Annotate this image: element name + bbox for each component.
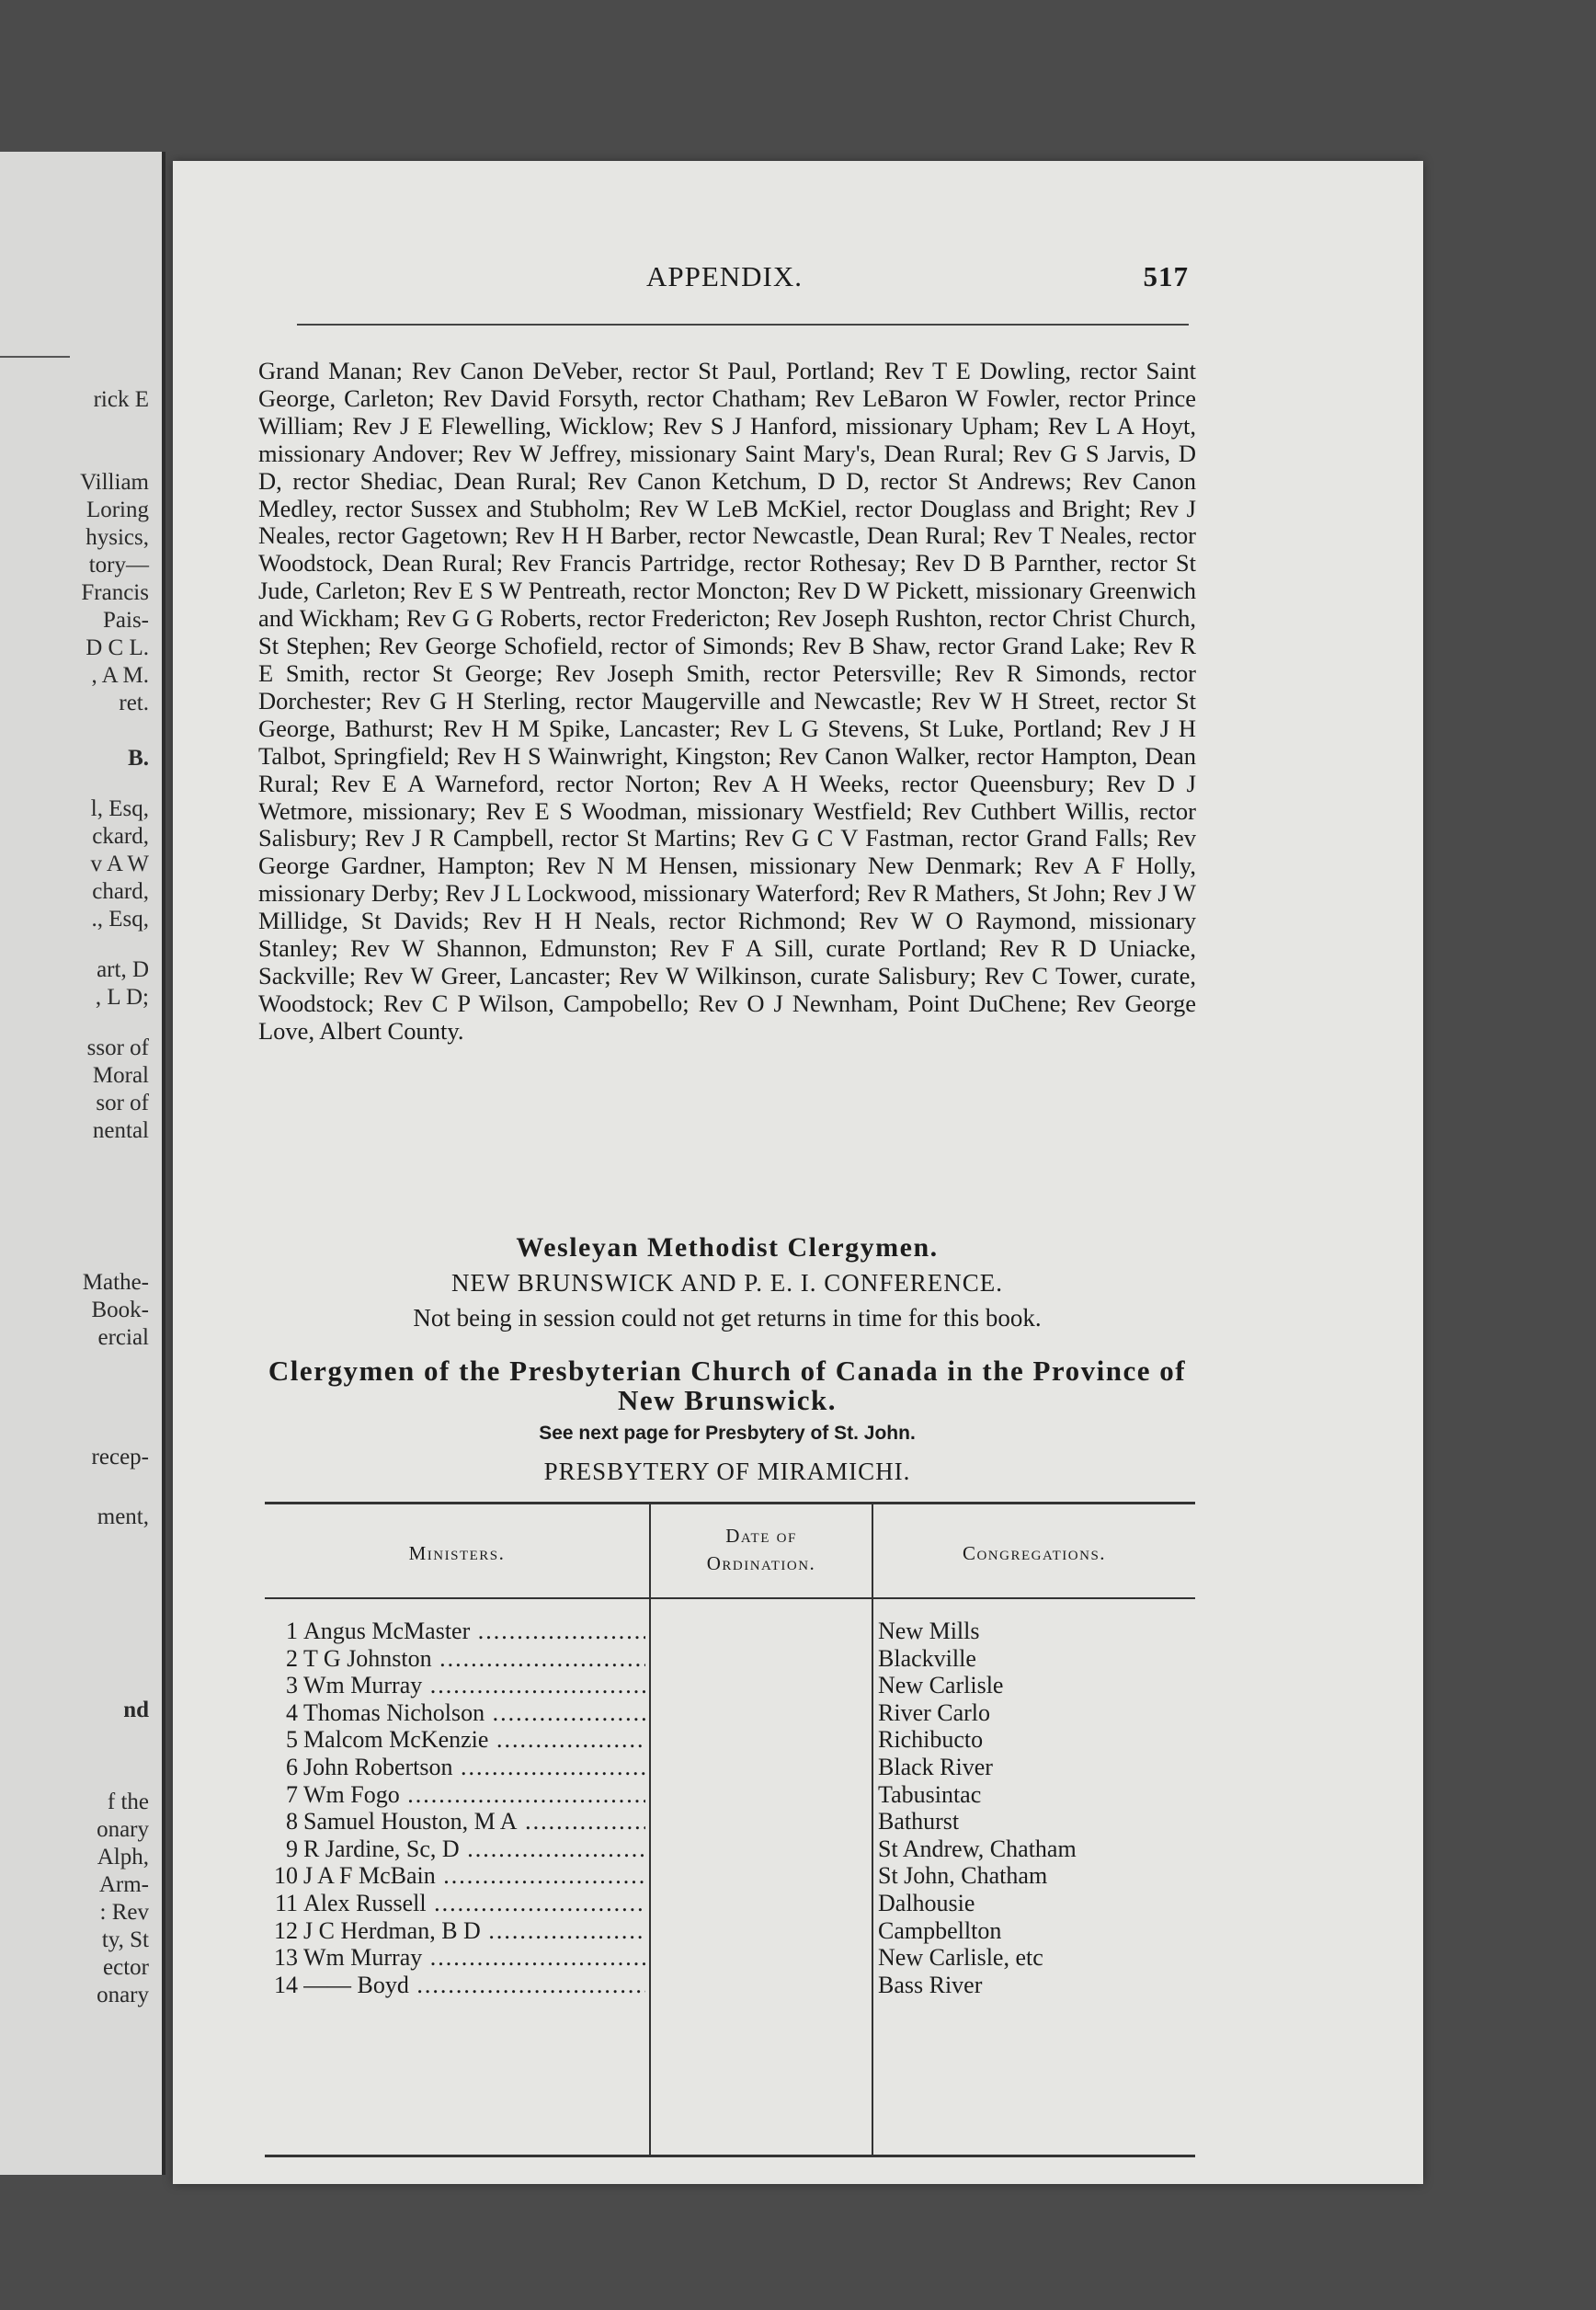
left-page-fragment: f the <box>107 1790 149 1814</box>
congregation-name: Blackville <box>878 1644 976 1672</box>
presbytery-heading: PRESBYTERY OF MIRAMICHI. <box>543 1458 911 1485</box>
table-row <box>265 1618 1195 1645</box>
left-page-fragment: onary <box>97 1983 149 2007</box>
minister-name: J C Herdman, B D ..... <box>303 1917 645 1945</box>
row-number: 6 <box>286 1754 298 1780</box>
table-row <box>265 1808 1195 1835</box>
table-row <box>265 1972 1195 1999</box>
congregation-name: Black River <box>878 1754 993 1780</box>
minister-name: R Jardine, Sc, D ..... <box>303 1835 645 1863</box>
congregation-name: New Carlisle, etc <box>878 1944 1043 1972</box>
header-date-line1: Date of <box>725 1525 797 1547</box>
left-page-fragment: sor of <box>96 1091 149 1115</box>
left-page-fragment: Arm- <box>98 1872 149 1897</box>
congregation-name: St John, Chatham <box>878 1862 1048 1890</box>
minister-name: —— Boyd ..... <box>303 1972 645 1999</box>
congregation-name: Bass River <box>878 1971 983 1998</box>
minister-name: Thomas Nicholson ..... <box>303 1699 645 1727</box>
left-page-fragment: nd <box>123 1698 149 1722</box>
row-number: 4 <box>286 1698 298 1726</box>
left-page-fragment: recep- <box>91 1445 149 1469</box>
left-page-fragment: ercial <box>97 1325 149 1350</box>
left-page-fragment: Alph, <box>97 1845 149 1870</box>
left-page-fragment: ssor of <box>86 1035 149 1060</box>
table-bottom-rule <box>265 2155 1195 2157</box>
minister-name: Samuel Houston, M A ..... <box>303 1808 645 1835</box>
minister-name: Malcom McKenzie ..... <box>303 1726 645 1754</box>
left-page-fragment: ret. <box>119 691 149 715</box>
row-number: 13 <box>274 1944 298 1972</box>
table-row <box>265 1862 1195 1890</box>
congregation-name: Dalhousie <box>878 1890 975 1916</box>
congregation-name: Campbellton <box>878 1916 1002 1944</box>
left-page-fragment: l, Esq, <box>90 796 149 821</box>
row-number: 9 <box>286 1835 298 1862</box>
left-page-fragment: chard, <box>92 879 149 904</box>
table-row <box>265 1835 1195 1863</box>
left-page-fragment: Moral <box>92 1063 149 1088</box>
row-number: 2 <box>286 1644 298 1672</box>
wesleyan-note: Not being in session could not get returns in time for this book. <box>413 1304 1042 1332</box>
table-row <box>265 1645 1195 1673</box>
row-number: 14 <box>274 1971 298 1998</box>
left-page-fragment: Mathe- <box>82 1270 149 1295</box>
left-page-fragment: , A M. <box>91 663 149 688</box>
congregation-name: St Andrew, Chatham <box>878 1835 1077 1862</box>
left-page-fragment: Francis <box>81 580 149 605</box>
minister-name: Wm Fogo ..... <box>303 1781 645 1809</box>
ministers-table <box>265 1502 1195 2162</box>
clergy-list-paragraph: Grand Manan; Rev Canon DeVeber, rector St Paul, Portland; Rev T E Dowling, rector Saint George, Carleton; Rev David Forsyth, rector Chatham; Rev LeBaron W Fowler, rector Prince William; Rev J E Flewelling, Wicklow; Rev S J Hanford, missionary Upham; Rev L A Hoyt, missionary Andover; Rev W Jeffrey, missionary Saint Mary's, Dean Rural; Rev G S Jarvis, D D, rector Shediac, Dean Rural; Rev Canon Ketchum, D D, rector St Andrews; Rev Canon Medley, rector Sussex and Stubholm; Rev W LeB McKiel, rector Douglass and Bright; Rev J Neales, rector Gagetown; Rev H H Barber, rector Newcastle, Dean Rural; Rev T Neales, rector Woodstock, Dean Rural; Rev Francis Partridge, rector Rothesay; Rev D B Parnther, rector St Jude, Carleton; Rev E S W Pentreath, rector Moncton; Rev D W Pickett, missionary Greenwich and Wickham; Rev G G Roberts, rector Fredericton; Rev Joseph Rushton, rector Christ Church, St Stephen; Rev George Schofield, rector of Simonds; Rev B Shaw, rector Grand Lake; Rev R E Smith, rector St George; Rev Joseph Smith, rector Petersville; Rev R Simonds, rector Dorchester; Rev G H Sterling, rector Maugerville and Newcastle; Rev W H Street, rector St George, Bathurst; Rev H M Spike, Lancaster; Rev L G Stevens, St Luke, Portland; Rev J H Talbot, Springfield; Rev H S Wainwright, Kingston; Rev Canon Walker, rector Hampton, Dean Rural; Rev E A Warneford, rector Norton; Rev A H Weeks, rector Queensbury; Rev D J Wetmore, missionary; Rev E S Woodman, missionary Westfield; Rev Cuthbert Willis, rector Salisbury; Rev J R Campbell, rector St Martins; Rev G C V Fastman, rector Grand Falls; Rev George Gardner, Hampton; Rev N M Hensen, missionary New Denmark; Rev A F Holly, missionary Derby; Rev J L Lockwood, missionary Waterford; Rev R Mathers, St John; Rev J W Millidge, St Davids; Rev H H Neals, rector Richmond; Rev W O Raymond, missionary Stanley; Rev W Shannon, Edmunston; Rev F A Sill, curate Portland; Rev R D Uniacke, Sackville; Rev W Greer, Lancaster; Rev W Wilkinson, curate Salisbury; Rev C Tower, curate, Woodstock; Rev C P Wilson, Campobello; Rev O J Newnham, Point DuChene; Rev George Love, Albert County. <box>258 357 1196 1045</box>
left-page-fragment: Loring <box>86 497 149 522</box>
left-page-rule <box>0 356 70 358</box>
left-page-fragment: v A W <box>90 852 149 876</box>
wesleyan-conference: NEW BRUNSWICK AND P. E. I. CONFERENCE. <box>450 1269 1004 1297</box>
left-page-fragment: onary <box>97 1817 149 1842</box>
table-row <box>265 1699 1195 1727</box>
row-number: 10 <box>274 1862 298 1890</box>
left-page-fragment: nental <box>92 1118 149 1143</box>
appendix-page <box>173 161 1423 2184</box>
left-page-fragment: ment, <box>97 1504 149 1529</box>
page-title: APPENDIX. <box>645 260 804 292</box>
congregation-name: New Carlisle <box>878 1672 1004 1699</box>
running-head <box>260 260 1189 297</box>
congregation-name: Richibucto <box>878 1726 984 1754</box>
congregation-name: Bathurst <box>878 1808 960 1835</box>
table-top-rule <box>265 1502 1195 1504</box>
left-page-fragment: ty, St <box>101 1927 149 1952</box>
row-number: 11 <box>274 1890 298 1916</box>
header-date-line2: Ordination. <box>706 1552 816 1574</box>
table-row <box>265 1754 1195 1781</box>
page-number: 517 <box>1143 260 1189 292</box>
table-row <box>265 1917 1195 1945</box>
left-page-fragment: hysics, <box>86 525 149 550</box>
row-number: 12 <box>274 1916 298 1944</box>
table-row <box>265 1672 1195 1699</box>
row-number: 7 <box>286 1780 298 1808</box>
left-page-fragment: Book- <box>91 1298 149 1322</box>
wesleyan-section-title: Wesleyan Methodist Clergymen. <box>516 1232 939 1263</box>
left-page-fragment: ., Esq, <box>91 907 149 932</box>
presbyterian-section-title: Clergymen of the Presbyterian Church of Canada in the Province of New Brunswick. <box>268 1355 1187 1416</box>
see-next-note: See next page for Presbytery of St. John. <box>539 1423 916 1444</box>
left-page-fragment: art, D <box>97 957 149 982</box>
table-row <box>265 1726 1195 1754</box>
congregation-name: New Mills <box>878 1618 980 1644</box>
minister-name: Wm Murray ..... <box>303 1672 645 1699</box>
left-facing-page <box>0 152 165 2175</box>
row-number: 5 <box>286 1726 298 1754</box>
left-page-fragment: Villiam <box>80 470 149 495</box>
left-page-fragment: B. <box>128 746 149 771</box>
left-page-fragment: , L D; <box>95 985 149 1010</box>
congregation-name: River Carlo <box>878 1698 991 1726</box>
minister-name: J A F McBain ..... <box>303 1862 645 1890</box>
congregation-name: Tabusintac <box>878 1780 982 1808</box>
header-date-of-ordination <box>651 1522 872 1577</box>
minister-name: Alex Russell ..... <box>303 1890 645 1917</box>
left-page-fragment: ector <box>103 1955 149 1980</box>
minister-name: John Robertson ..... <box>303 1754 645 1781</box>
left-page-fragment: rick E <box>93 387 149 412</box>
minister-name: T G Johnston ..... <box>303 1645 645 1673</box>
table-row <box>265 1781 1195 1809</box>
minister-name: Wm Murray ..... <box>303 1944 645 1972</box>
row-number: 1 <box>286 1618 298 1644</box>
table-row <box>265 1890 1195 1917</box>
left-page-fragment: : Rev <box>99 1900 149 1925</box>
minister-name: Angus McMaster ..... <box>303 1618 645 1645</box>
left-page-fragment: D C L. <box>86 635 149 660</box>
header-congregations: Congregations. <box>962 1542 1107 1564</box>
header-rule <box>297 324 1189 326</box>
left-page-fragment: ckard, <box>92 824 149 849</box>
left-page-fragment: Pais- <box>103 608 149 633</box>
row-number: 8 <box>286 1808 298 1835</box>
header-ministers: Ministers. <box>408 1542 506 1564</box>
table-row <box>265 1944 1195 1972</box>
row-number: 3 <box>286 1672 298 1699</box>
table-header-rule <box>265 1597 1195 1599</box>
left-page-fragment: tory— <box>88 553 149 578</box>
